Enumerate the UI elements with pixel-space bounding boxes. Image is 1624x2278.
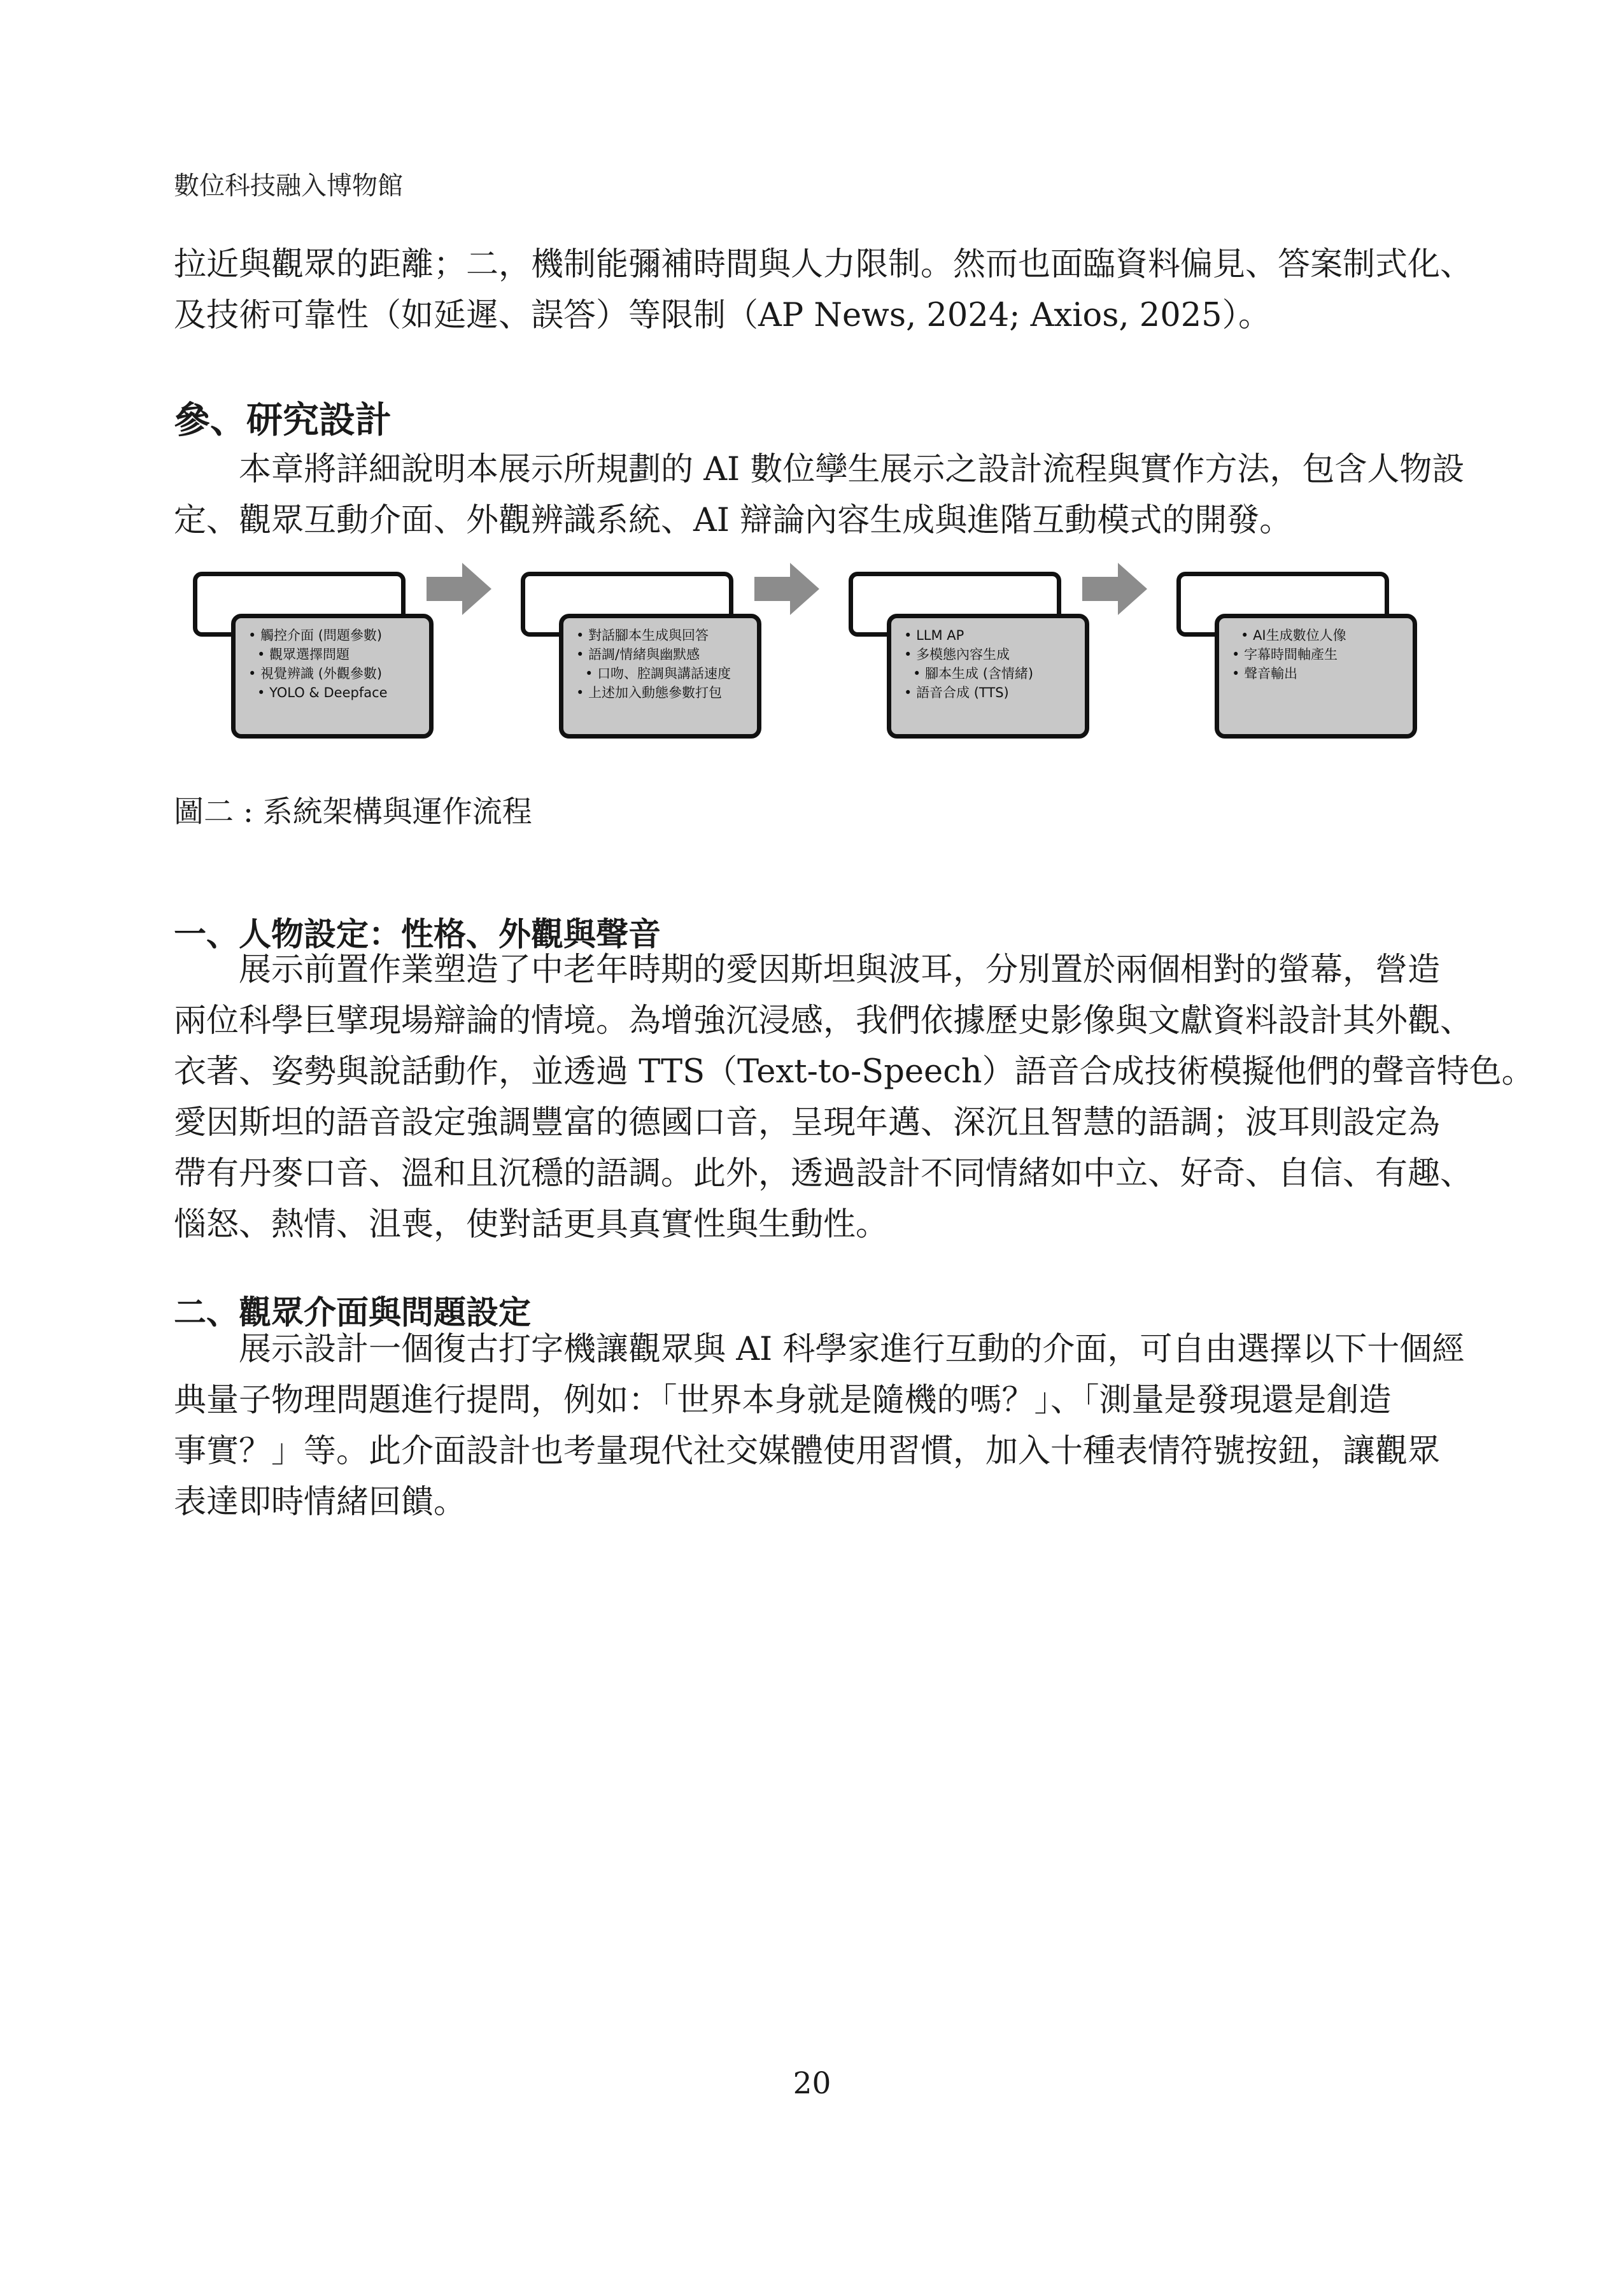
stage-item: • 多模態內容生成 — [904, 645, 1078, 664]
subsection-paragraph — [174, 1324, 1465, 1528]
stage-item: • 觀眾選擇問題 — [248, 645, 423, 664]
stage-item: • 腳本生成 (含情緒) — [904, 664, 1078, 683]
text-line: 表達即時情緒回饋。 — [174, 1483, 467, 1521]
stage-item: • 視覺辨識 (外觀參數) — [248, 664, 423, 683]
text-line: 拉近與觀眾的距離；二，機制能彌補時間與人力限制。然而也面臨資料偏見、答案制式化、 — [174, 246, 1473, 283]
section-paragraph — [174, 444, 1465, 546]
section-heading: 參、研究設計 — [174, 399, 392, 441]
subsection-paragraph — [174, 945, 1534, 1250]
stage-item: • 聲音輸出 — [1232, 664, 1406, 683]
stage-item: • LLM AP — [904, 626, 1078, 645]
flow-arrow-icon — [427, 560, 493, 618]
stage-item: • 對話腳本生成與回答 — [576, 626, 751, 645]
subsection-heading: 二、觀眾介面與問題設定 — [174, 1294, 532, 1332]
stage-item: • YOLO & Deepface — [248, 683, 423, 702]
figure-caption: 圖二 : 系統架構與運作流程 — [174, 795, 532, 830]
text-line: 及技術可靠性（如延遲、誤答）等限制（AP News, 2024; Axios, 2025）。 — [174, 297, 1271, 334]
text-line: 衣著、姿勢與說話動作，並透過 TTS（Text-to-Speech）語音合成技術模擬他們的聲音特色。 — [174, 1053, 1534, 1091]
text-line: 惱怒、熱情、沮喪，使對話更具真實性與生動性。 — [174, 1206, 889, 1243]
text-line: 典量子物理問題進行提問，例如：「世界本身就是隨機的嗎？」、「測量是發現還是創造 — [174, 1382, 1392, 1419]
text-line: 展示前置作業塑造了中老年時期的愛因斯坦與波耳，分別置於兩個相對的螢幕，營造 — [239, 951, 1441, 989]
intro-paragraph — [174, 239, 1473, 341]
stage-item: • 語調/情緒與幽默感 — [576, 645, 751, 664]
text-line: 兩位科學巨擘現場辯論的情境。為增強沉浸感，我們依據歷史影像與文獻資料設計其外觀、 — [174, 1002, 1473, 1040]
page-number: 20 — [793, 2066, 831, 2101]
flow-arrow-icon — [1082, 560, 1148, 618]
text-line: 本章將詳細說明本展示所規劃的 AI 數位孿生展示之設計流程與實作方法，包含人物設 — [239, 451, 1465, 488]
system-flow-diagram — [181, 560, 1461, 751]
text-line: 帶有丹麥口音、溫和且沉穩的語調。此外，透過設計不同情緒如中立、好奇、自信、有趣、 — [174, 1155, 1473, 1192]
stage-box — [1215, 614, 1417, 739]
stage-item: • 上述加入動態參數打包 — [576, 683, 751, 702]
stage-box — [887, 614, 1089, 739]
stage-item: • AI生成數位人像 — [1232, 626, 1406, 645]
stage-item: • 觸控介面 (問題參數) — [248, 626, 423, 645]
stage-item: • 語音合成 (TTS) — [904, 683, 1078, 702]
subsection-heading: 一、人物設定：性格、外觀與聲音 — [174, 916, 661, 954]
text-line: 愛因斯坦的語音設定強調豐富的德國口音，呈現年邁、深沉且智慧的語調；波耳則設定為 — [174, 1104, 1441, 1142]
running-header: 數位科技融入博物館 — [174, 171, 403, 201]
stage-box — [559, 614, 761, 739]
stage-item: • 字幕時間軸產生 — [1232, 645, 1406, 664]
text-line: 定、觀眾互動介面、外觀辨識系統、AI 辯論內容生成與進階互動模式的開發。 — [174, 502, 1292, 539]
stage-item: • 口吻、腔調與講話速度 — [576, 664, 751, 683]
flow-stage-4 — [1165, 560, 1483, 751]
flow-arrow-icon — [754, 560, 821, 618]
stage-box — [231, 614, 434, 739]
text-line: 展示設計一個復古打字機讓觀眾與 AI 科學家進行互動的介面，可自由選擇以下十個經 — [239, 1331, 1465, 1368]
text-line: 事實？」等。此介面設計也考量現代社交媒體使用習慣，加入十種表情符號按鈕，讓觀眾 — [174, 1433, 1441, 1470]
